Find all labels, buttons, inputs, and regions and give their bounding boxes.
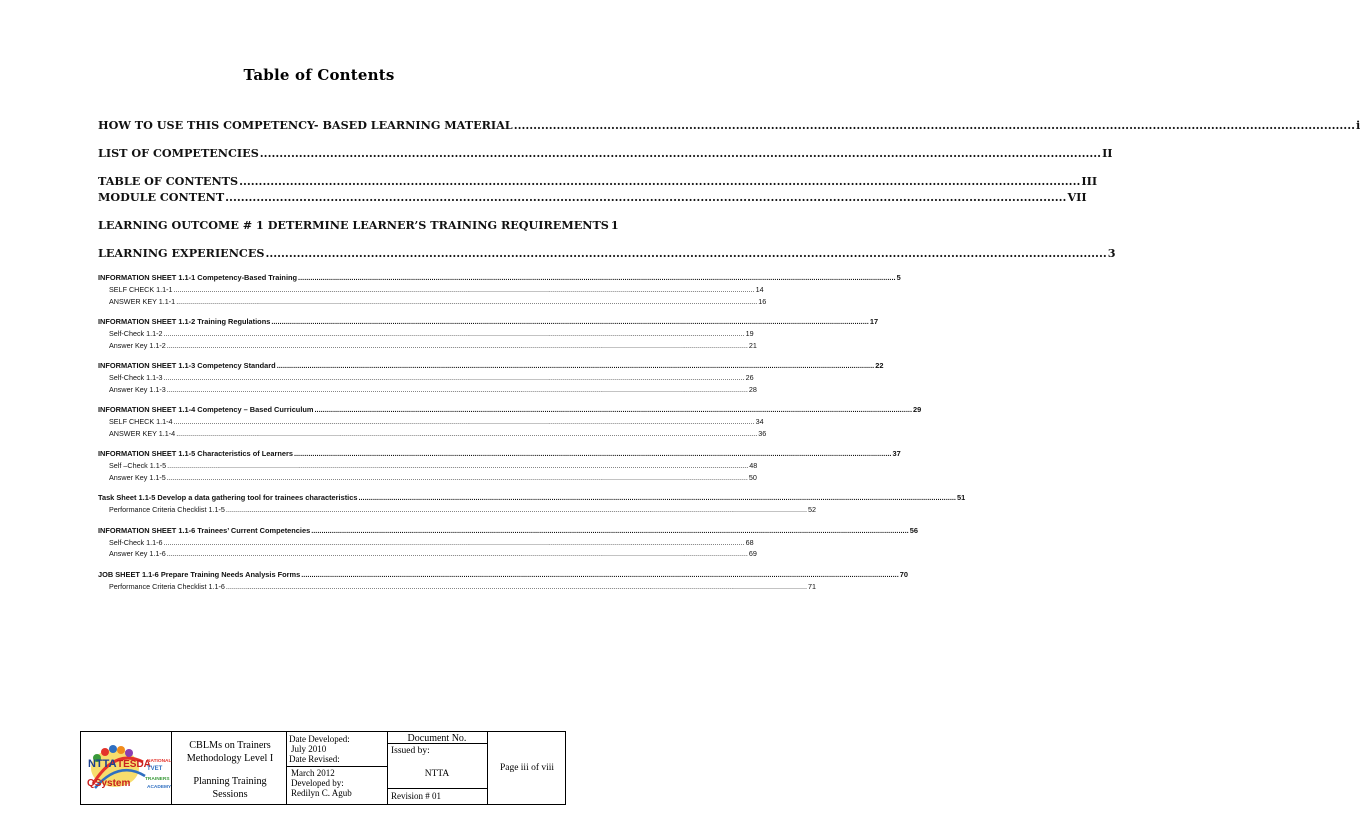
dot-leader [164,372,745,384]
dot-leader [167,472,748,484]
dot-leader [358,492,956,504]
logo-text: NTTA [88,758,117,770]
toc-entry-list-of-competencies[interactable] [98,146,1113,160]
toc-subentry[interactable] [98,504,816,516]
cblm-line: Sessions [212,789,248,800]
logo-text: TESDA [117,759,151,770]
toc-subentry[interactable] [98,581,816,593]
toc-entry-page: 1 [610,218,619,232]
toc-section [98,569,908,593]
toc-entry-module-content[interactable] [98,190,1087,204]
dot-leader [176,428,757,440]
toc-subentry[interactable] [98,372,754,384]
toc-entry-label: INFORMATION SHEET 1.1-2 Training Regulations [98,317,271,326]
toc-entry-page: 48 [749,461,758,470]
toc-subentry[interactable] [98,340,757,352]
toc-entry-page: III [1081,174,1098,188]
toc-entry-label: INFORMATION SHEET 1.1-1 Competency-Based Training [98,273,298,282]
developed-by-value: Redilyn C. Agub [291,788,352,798]
toc-entry-page: 3 [1107,246,1116,260]
dot-leader [298,272,896,284]
toc-entry-table-of-contents[interactable] [98,174,1098,188]
dot-leader [301,569,899,581]
toc-entry-label: LIST OF COMPETENCIES [98,146,259,160]
dot-leader [314,404,912,416]
toc-entry-label: INFORMATION SHEET 1.1-5 Characteristics of Learners [98,449,293,458]
toc-subentry[interactable] [98,537,754,549]
toc-section [98,272,901,307]
toc-entry-label: SELF CHECK 1.1-4 [109,417,173,426]
toc-entry-label: ANSWER KEY 1.1-4 [109,428,176,438]
toc-entry-label: JOB SHEET 1.1-6 Prepare Training Needs Analysis Forms [98,569,301,579]
toc-entry-label: LEARNING EXPERIENCES [98,246,265,260]
toc-section [98,404,922,439]
logo-text: TVET [147,766,163,772]
toc-section-heading[interactable] [98,316,879,328]
toc-section [98,448,901,483]
toc-entry-label: Performance Criteria Checklist 1.1-6 [109,581,225,591]
page-title: Table of Contents [243,66,395,84]
toc-entry-page: 16 [758,296,767,306]
toc-subentry[interactable] [98,384,757,396]
toc-entry-how-to-use[interactable] [98,118,1360,132]
dot-leader [174,416,755,428]
toc-entry-label: Answer Key 1.1-2 [109,340,166,350]
dot-leader [176,296,757,308]
toc-entry-page: 14 [755,285,764,294]
developed-by-label: Developed by: [291,778,344,788]
toc-section-heading[interactable] [98,272,901,284]
toc-entry-label: Self –Check 1.1-5 [109,461,167,470]
toc-entry-label: Task Sheet 1.1-5 Develop a data gathering tool for trainees characteristics [98,493,358,502]
toc-subentry[interactable] [98,460,758,472]
toc-section [98,492,966,516]
toc-subentry[interactable] [98,284,764,296]
toc-entry-page: 71 [807,581,816,591]
toc-section-heading[interactable] [98,360,884,372]
toc-entry-label: Self-Check 1.1-2 [109,329,163,338]
toc-entry-label: Answer Key 1.1-3 [109,384,166,394]
toc-subentry[interactable] [98,428,767,440]
dot-leader [226,581,807,593]
toc-entry-page: i [1355,118,1360,132]
toc-entry-label: MODULE CONTENT [98,190,225,204]
toc-subentry[interactable] [98,328,754,340]
toc-entry-page: 50 [748,472,757,482]
toc-entry-label: Answer Key 1.1-5 [109,472,166,482]
toc-subentry[interactable] [98,296,767,308]
toc-entry-page: 21 [748,340,757,350]
dot-leader [277,360,875,372]
toc-entry-page: 5 [896,273,901,282]
toc-entry-label: TABLE OF CONTENTS [98,174,239,188]
document-no-label: Document No. [407,733,467,744]
toc-entry-page: 52 [807,505,816,514]
footer-divider [387,788,487,789]
toc-entry-page: 29 [913,405,922,414]
dot-leader [514,118,1355,132]
dot-leader [164,328,745,340]
toc-entry-page: 68 [745,537,754,547]
date-revised-label: Date Revised: [289,754,340,764]
toc-subentry[interactable] [98,548,757,560]
toc-section [98,360,884,395]
dot-leader [260,146,1101,160]
dot-leader [167,460,748,472]
toc-entry-page: 69 [748,549,757,558]
logo-text: NATIONAL [147,759,172,764]
document-footer [80,731,566,805]
toc-section [98,525,918,560]
toc-entry-page: 56 [909,525,918,535]
cblm-line: Planning Training [193,776,267,787]
toc-entry-label: INFORMATION SHEET 1.1-3 Competency Standard [98,361,276,370]
toc-entry-learning-outcome-1[interactable] [98,218,619,232]
toc-entry-page: 19 [745,329,754,338]
toc-section-heading[interactable] [98,525,918,537]
toc-entry-label: HOW TO USE THIS COMPETENCY- BASED LEARNING MATERIAL [98,118,513,132]
dot-leader [167,384,748,396]
footer-divider [286,766,387,767]
toc-entry-label: INFORMATION SHEET 1.1-6 Trainees’ Current Competencies [98,525,311,535]
dot-leader [239,174,1080,188]
cblm-line: Methodology Level I [186,753,274,764]
toc-entry-page: 17 [869,317,879,326]
footer-divider [171,732,172,804]
footer-divider [286,732,287,804]
toc-entry-page: 51 [956,493,966,502]
toc-entry-label: Answer Key 1.1-6 [109,549,166,558]
dot-leader [225,190,1066,204]
toc-subentry[interactable] [98,416,764,428]
toc-entry-label: ANSWER KEY 1.1-1 [109,296,176,306]
toc-entry-label: LEARNING OUTCOME # 1 DETERMINE LEARNER’S TRAINING REQUIREMENTS [98,218,609,232]
dot-leader [167,548,748,560]
toc-entry-page: 22 [875,361,884,370]
toc-entry-label: INFORMATION SHEET 1.1-4 Competency – Based Curriculum [98,405,314,414]
toc-entry-page: 34 [755,417,764,426]
toc-section-heading[interactable] [98,569,908,581]
dot-leader [164,537,745,549]
date-developed-value: July 2010 [291,744,327,754]
dot-leader [294,448,892,460]
dot-leader [226,504,807,516]
toc-entry-page: 26 [745,373,754,382]
issued-by-label: Issued by: [391,746,430,756]
issued-by-value: NTTA [424,769,450,779]
dot-leader [265,246,1106,260]
toc-subentry[interactable] [98,472,757,484]
toc-section-heading[interactable] [98,448,901,460]
toc-section-heading[interactable] [98,404,922,416]
toc-entry-label: Performance Criteria Checklist 1.1-5 [109,505,225,514]
dot-leader [174,284,755,296]
dot-leader [167,340,748,352]
toc-entry-label: Self-Check 1.1-3 [109,373,163,382]
toc-entry-page: 70 [899,569,908,579]
toc-entry-page: VII [1067,190,1087,204]
toc-sections [98,272,966,601]
cblm-line: CBLMs on Trainers [189,740,271,751]
toc-entry-learning-experiences[interactable] [98,246,1116,260]
toc-section-heading[interactable] [98,492,966,504]
logo-text: QSystem [87,778,131,789]
date-developed-label: Date Developed: [289,734,350,744]
toc-entry-label: SELF CHECK 1.1-1 [109,285,173,294]
toc-entry-page: 37 [892,449,901,458]
revision-label: Revision # 01 [391,791,442,801]
date-revised-value: March 2012 [291,768,335,778]
toc-entry-label: Self-Check 1.1-6 [109,537,163,547]
toc-entry-page: 28 [748,384,757,394]
toc-entry-page: 36 [758,428,767,438]
logo-text: TRAINERS [145,777,170,782]
dot-leader [271,316,869,328]
page-number: Page iii of viii [499,763,555,773]
toc-section [98,316,879,351]
ntta-tesda-logo [85,740,171,798]
logo-text: ACADEMY [147,785,172,790]
toc-entry-page: II [1102,146,1113,160]
dot-leader [311,525,909,537]
